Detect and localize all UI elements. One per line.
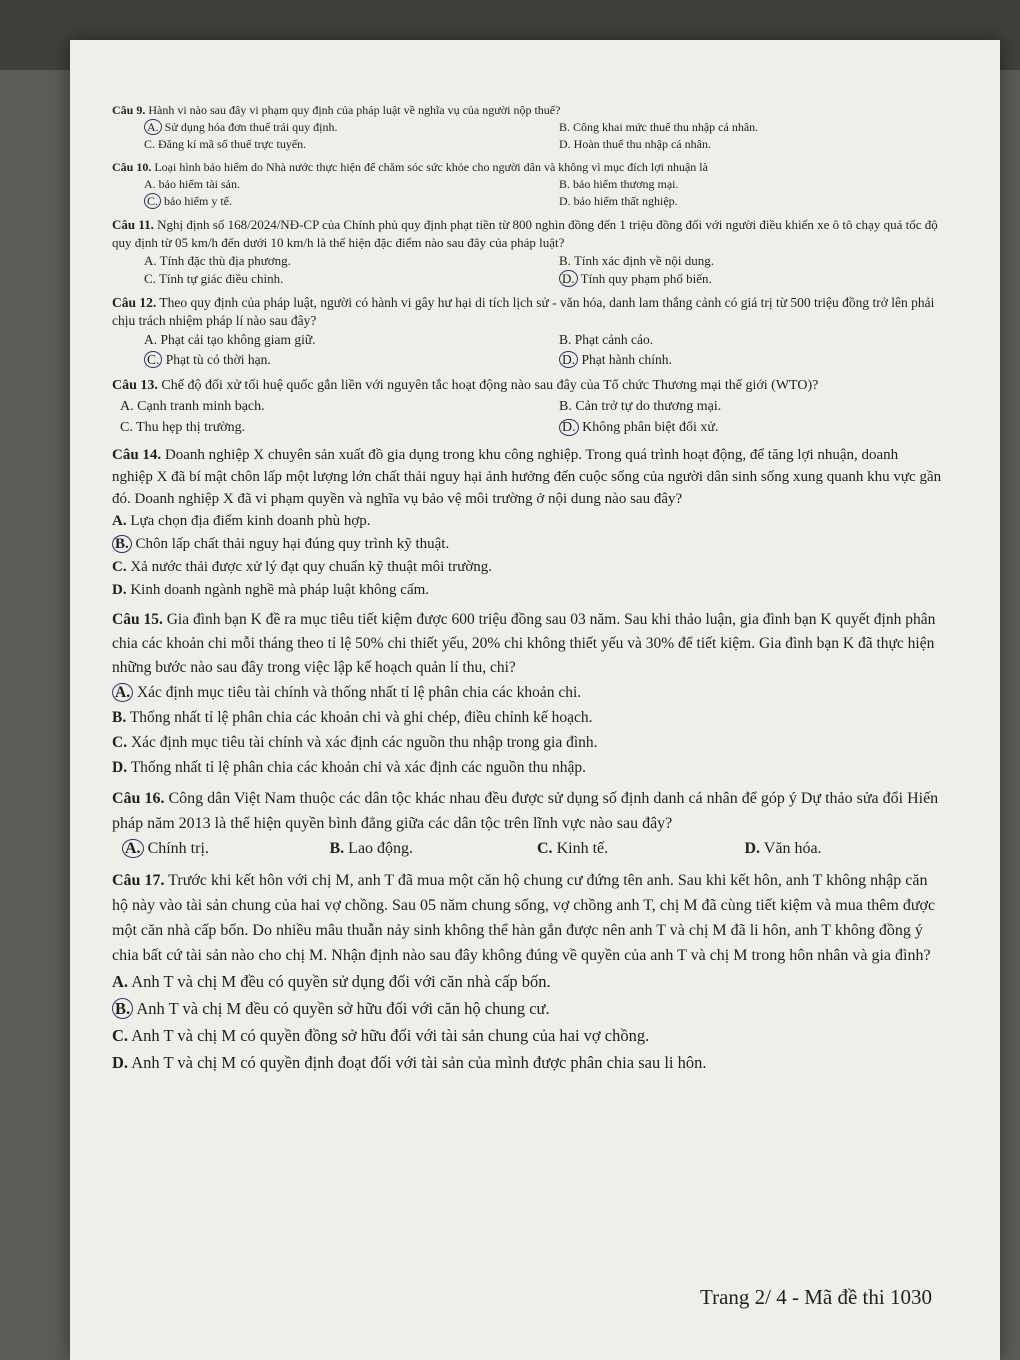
- option-d[interactable]: [527, 136, 942, 153]
- option-c[interactable]: [112, 136, 527, 153]
- question-number: Câu 17.: [112, 872, 165, 889]
- circled-option-key: B.: [112, 535, 132, 553]
- option-text: Cản trở tự do thương mại.: [575, 399, 722, 414]
- option-text: Phạt cảnh cáo.: [574, 332, 654, 347]
- option-key: D.: [559, 137, 571, 151]
- option-text: Phạt hành chính.: [581, 352, 672, 367]
- option-key: B.: [559, 253, 571, 268]
- option-c[interactable]: [112, 350, 527, 370]
- option-text: Hoàn thuế thu nhập cá nhân.: [573, 137, 711, 151]
- question-text: Doanh nghiệp X chuyên sản xuất đồ gia dụng trong khu công nghiệp. Trong quá trình hoạt động, để tăng lợi nhuận, doanh nghiệp X đã bí mật chôn lấp một lượng lớn chất thải nguy hại ảnh hưởng đến cuộc sống của người dân sinh sống xung quanh khu vực gần đó. Doanh nghiệp X đã vi phạm quyền và nghĩa vụ bảo vệ môi trường ở nội dung nào sau đây?: [112, 447, 942, 507]
- option-text: Thống nhất tỉ lệ phân chia các khoản chi và ghi chép, điều chỉnh kế hoạch.: [129, 709, 593, 726]
- option-c[interactable]: [112, 730, 942, 755]
- question-17: [112, 868, 942, 1076]
- question-text: Hành vi nào sau đây vi phạm quy định của pháp luật về nghĩa vụ của người nộp thuế?: [148, 103, 561, 117]
- page-footer: Trang 2/ 4 - Mã đề thi 1030: [700, 1285, 932, 1309]
- option-text: Kinh doanh ngành nghề mà pháp luật không cấm.: [130, 582, 430, 598]
- option-d[interactable]: [527, 417, 942, 438]
- option-text: Anh T và chị M đều có quyền sở hữu đối với căn hộ chung cư.: [136, 999, 550, 1018]
- option-key: C.: [112, 559, 127, 575]
- question-text: Theo quy định của pháp luật, người có hành vi gây hư hại di tích lịch sử - văn hóa, danh lam thắng cảnh có giá trị từ 500 triệu đồng trở lên phải chịu trách nhiệm pháp lí nào sau đây?: [112, 295, 935, 328]
- option-text: Anh T và chị M có quyền đồng sở hữu đối với tài sản chung của hai vợ chồng.: [131, 1026, 650, 1045]
- question-16: [112, 786, 942, 862]
- option-text: Chôn lấp chất thải nguy hại đúng quy trình kỹ thuật.: [135, 536, 450, 552]
- question-15: [112, 608, 942, 780]
- circled-option-key: D.: [559, 270, 578, 287]
- option-b[interactable]: [527, 119, 942, 136]
- circled-option-key: A.: [144, 119, 162, 135]
- question-number: Câu 13.: [112, 378, 158, 393]
- circled-option-key: A.: [112, 683, 133, 702]
- option-text: Kinh tế.: [556, 840, 609, 857]
- option-a[interactable]: [112, 252, 527, 270]
- option-a[interactable]: [112, 396, 527, 417]
- option-key: D.: [559, 194, 571, 208]
- circled-option-key: C.: [144, 193, 161, 209]
- question-number: Câu 16.: [112, 790, 165, 807]
- page-content: [112, 98, 942, 1082]
- question-14: [112, 444, 942, 602]
- option-d[interactable]: [527, 350, 942, 370]
- option-a[interactable]: [112, 510, 942, 533]
- option-b[interactable]: [112, 533, 942, 556]
- option-key: B.: [559, 120, 571, 134]
- option-text: Văn hóa.: [763, 840, 822, 857]
- option-text: Anh T và chị M đều có quyền sử dụng đối với căn nhà cấp bốn.: [131, 972, 551, 991]
- option-text: bảo hiểm thất nghiệp.: [573, 194, 678, 208]
- question-9: [112, 102, 942, 153]
- option-text: Xác định mục tiêu tài chính và thống nhất tỉ lệ phân chia các khoản chi.: [136, 684, 582, 701]
- question-number: Câu 14.: [112, 447, 162, 463]
- option-text: bảo hiểm y tế.: [164, 194, 232, 208]
- question-12: [112, 294, 942, 370]
- option-a[interactable]: [112, 176, 527, 193]
- option-key: A.: [144, 253, 157, 268]
- option-key: A.: [112, 972, 129, 991]
- option-c[interactable]: [112, 193, 527, 210]
- option-c[interactable]: [527, 836, 735, 862]
- question-number: Câu 15.: [112, 611, 163, 628]
- option-b[interactable]: [527, 330, 942, 350]
- option-key: A.: [144, 177, 156, 191]
- option-a[interactable]: [112, 330, 527, 350]
- question-13: [112, 376, 942, 438]
- option-d[interactable]: [112, 579, 942, 602]
- option-key: D.: [112, 1053, 129, 1072]
- option-d[interactable]: [527, 193, 942, 210]
- option-c[interactable]: [112, 556, 942, 579]
- question-text: Công dân Việt Nam thuộc các dân tộc khác nhau đều được sử dụng số định danh cá nhân để góp ý Dự thảo sửa đổi Hiến pháp năm 2013 là thể hiện quyền bình đẳng giữa các dân tộc trên lĩnh vực nào sau đây?: [112, 790, 939, 832]
- option-text: Lựa chọn địa điểm kinh doanh phù hợp.: [130, 513, 371, 529]
- option-b[interactable]: [527, 176, 942, 193]
- option-text: Tính xác định về nội dung.: [573, 253, 715, 268]
- circled-option-key: C.: [144, 351, 162, 368]
- option-key: A.: [120, 399, 134, 414]
- option-c[interactable]: [112, 270, 527, 288]
- option-b[interactable]: [320, 836, 528, 862]
- option-b[interactable]: [527, 396, 942, 417]
- question-number: Câu 11.: [112, 217, 154, 232]
- option-text: Lao động.: [348, 840, 414, 857]
- option-text: Tính quy phạm phổ biến.: [580, 271, 712, 286]
- option-text: bảo hiểm thương mại.: [573, 177, 679, 191]
- question-text: Trước khi kết hôn với chị M, anh T đã mua một căn hộ chung cư đứng tên anh. Sau khi kết hôn, anh T không nhập căn hộ này vào tài sản chung của hai vợ chồng. Sau 05 năm chung sống, vợ chồng anh T, chị M đã cùng tiết kiệm và mua thêm được một căn nhà cấp bốn. Do nhiều mâu thuẫn nảy sinh không thể hàn gắn được nên anh T và chị M đã li hôn, anh T không đồng ý chia bất cứ tài sản nào cho chị M. Nhận định nào sau đây không đúng về quyền của anh T và chị M trong hôn nhân và gia đình?: [112, 872, 936, 964]
- option-key: C.: [120, 420, 133, 435]
- option-key: C.: [112, 1026, 129, 1045]
- option-key: B.: [559, 177, 571, 191]
- option-key: C.: [112, 734, 128, 751]
- option-text: Chính trị.: [147, 840, 209, 857]
- option-key: D.: [112, 582, 127, 598]
- option-c[interactable]: [112, 1022, 942, 1049]
- question-number: Câu 9.: [112, 103, 146, 117]
- option-d[interactable]: [112, 1049, 942, 1076]
- circled-option-key: B.: [112, 998, 133, 1019]
- option-text: Cạnh tranh minh bạch.: [137, 399, 265, 414]
- option-text: Thu hẹp thị trường.: [136, 420, 246, 435]
- option-key: C.: [537, 840, 553, 857]
- option-b[interactable]: [112, 995, 942, 1022]
- option-text: Công khai mức thuế thu nhập cá nhân.: [573, 120, 759, 134]
- option-text: Phạt cải tạo không giam giữ.: [160, 332, 316, 347]
- option-c[interactable]: [112, 417, 527, 438]
- question-number: Câu 10.: [112, 160, 152, 174]
- option-key: A.: [144, 332, 158, 347]
- option-text: bảo hiểm tài sản.: [158, 177, 240, 191]
- option-text: Không phân biệt đối xử.: [582, 420, 719, 435]
- option-text: Tính tự giác điều chỉnh.: [158, 271, 284, 286]
- option-key: B.: [559, 399, 572, 414]
- option-key: B.: [559, 332, 572, 347]
- option-a[interactable]: [112, 836, 320, 862]
- question-text: Gia đình bạn K đề ra mục tiêu tiết kiệm được 600 triệu đồng sau 03 năm. Sau khi thảo luận, gia đình bạn K quyết định phân chia các khoản chi mỗi tháng theo tỉ lệ 50% chi thiết yếu, 20% chi không thiết yếu và 30% để tiết kiệm. Gia đình bạn K đã thực hiện những bước nào sau đây trong việc lập kế hoạch quản lí thu, chi?: [112, 611, 936, 676]
- option-text: Đăng kí mã số thuế trực tuyến.: [158, 137, 307, 151]
- option-text: Thống nhất tỉ lệ phân chia các khoản chi và xác định các nguồn thu nhập.: [130, 759, 587, 776]
- option-d[interactable]: [527, 270, 942, 288]
- question-number: Câu 12.: [112, 295, 157, 310]
- option-key: A.: [112, 513, 127, 529]
- option-a[interactable]: [112, 680, 942, 705]
- question-10: [112, 159, 942, 210]
- option-text: Sử dụng hóa đơn thuế trái quy định.: [164, 120, 338, 134]
- option-b[interactable]: [527, 252, 942, 270]
- option-text: Phạt tù có thời hạn.: [165, 352, 271, 367]
- option-text: Anh T và chị M có quyền định đoạt đối với tài sản của mình được phân chia sau li hôn.: [131, 1053, 707, 1072]
- option-key: B.: [112, 709, 127, 726]
- question-text: Nghị định số 168/2024/NĐ-CP của Chính phủ quy định phạt tiền từ 800 nghìn đồng đến 1 triệu đồng đối với người điều khiển xe ô tô chạy quá tốc độ quy định từ 05 km/h đến dưới 10 km/h là thể hiện đặc điểm nào sau đây của pháp luật?: [112, 217, 938, 250]
- option-b[interactable]: [112, 705, 942, 730]
- option-d[interactable]: [735, 836, 943, 862]
- option-key: C.: [144, 271, 156, 286]
- circled-option-key: D.: [559, 419, 579, 436]
- option-d[interactable]: [112, 755, 942, 780]
- option-text: Xả nước thải được xử lý đạt quy chuẩn kỹ thuật môi trường.: [130, 559, 493, 575]
- option-a[interactable]: [112, 968, 942, 995]
- option-key: D.: [112, 759, 128, 776]
- question-text: Loại hình bảo hiểm do Nhà nước thực hiện để chăm sóc sức khỏe cho người dân và không vì mục đích lợi nhuận là: [154, 160, 708, 174]
- option-text: Tính đặc thù địa phương.: [159, 253, 291, 268]
- option-text: Xác định mục tiêu tài chính và xác định các nguồn thu nhập trong gia đình.: [130, 734, 598, 751]
- option-key: D.: [744, 840, 761, 857]
- circled-option-key: D.: [559, 351, 578, 368]
- question-text: Chế độ đối xử tối huệ quốc gắn liền với nguyên tắc hoạt động nào sau đây của Tổ chức Thương mại thế giới (WTO)?: [161, 378, 819, 393]
- option-key: B.: [329, 840, 345, 857]
- question-11: [112, 216, 942, 288]
- option-key: C.: [144, 137, 156, 151]
- circled-option-key: A.: [122, 839, 144, 858]
- option-a[interactable]: [112, 119, 527, 136]
